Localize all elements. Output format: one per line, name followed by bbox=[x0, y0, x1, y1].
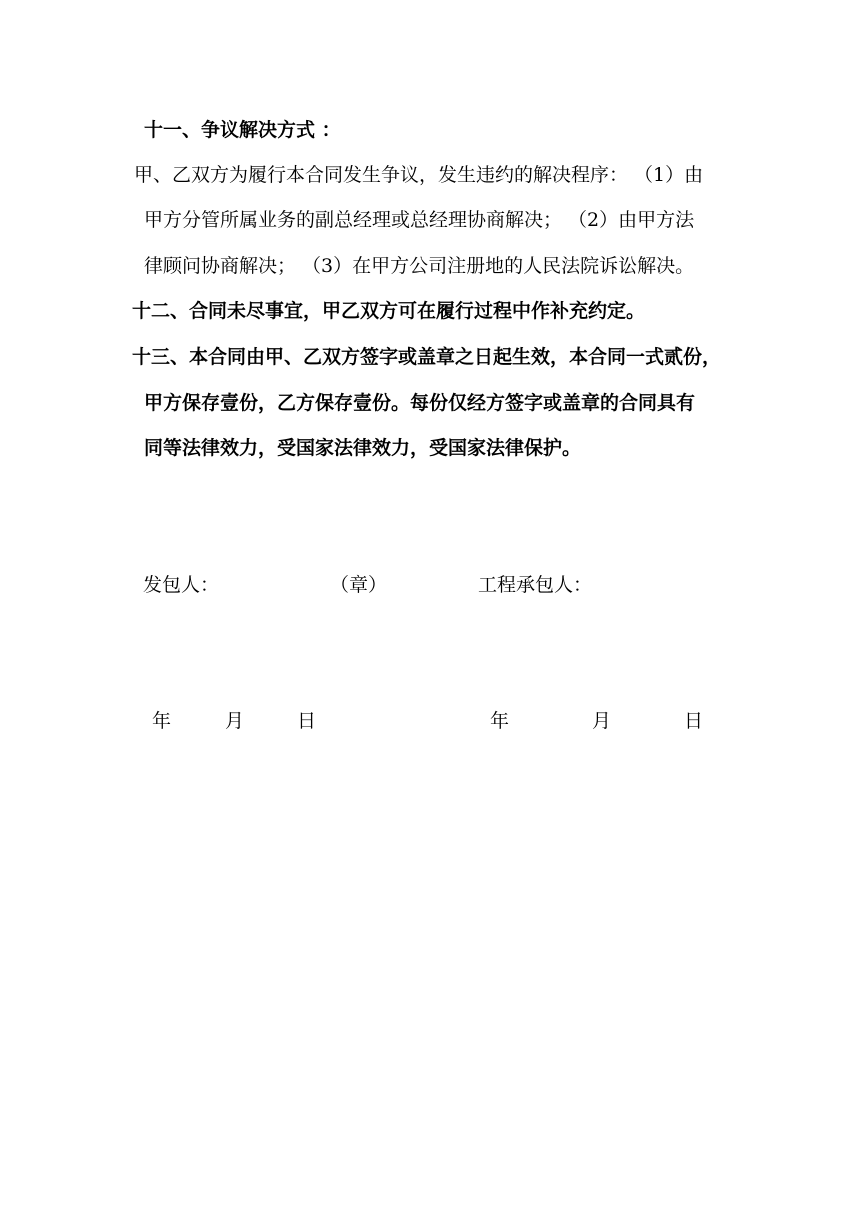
section-11-heading: 十一、争议解决方式 ： bbox=[144, 119, 341, 141]
section-13-line-3: 同等法律效力，受国家法律效力，受国家法律保护。 bbox=[144, 437, 582, 459]
section-13-line-2: 甲方保存壹份，乙方保存壹份。每份仅经方签字或盖章的合同具有 bbox=[144, 392, 696, 414]
left-date-year: 年 bbox=[152, 710, 172, 732]
section-11-line-1: 甲、乙双方为履行本合同发生争议，发生违约的解决程序： （1）由 bbox=[134, 164, 704, 186]
right-date-month: 月 bbox=[592, 710, 612, 732]
left-date-day: 日 bbox=[297, 710, 317, 732]
contractor-label: 工程承包人： bbox=[478, 574, 593, 596]
left-date-month: 月 bbox=[225, 710, 245, 732]
section-12-line-1: 十二、合同未尽事宜，甲乙双方可在履行过程中作补充约定。 bbox=[132, 300, 646, 322]
seal-label: （章） bbox=[330, 574, 388, 596]
right-date-day: 日 bbox=[684, 710, 704, 732]
section-11-line-2: 甲方分管所属业务的副总经理或总经理协商解决； （2）由甲方法 bbox=[144, 209, 695, 231]
section-13-line-1: 十三、本合同由甲、乙双方签字或盖章之日起生效，本合同一式贰份， bbox=[132, 346, 722, 368]
right-date-year: 年 bbox=[490, 710, 510, 732]
section-11-line-3: 律顾问协商解决； （3）在甲方公司注册地的人民法院诉讼解决。 bbox=[144, 255, 695, 277]
issuer-label: 发包人： bbox=[143, 574, 220, 596]
